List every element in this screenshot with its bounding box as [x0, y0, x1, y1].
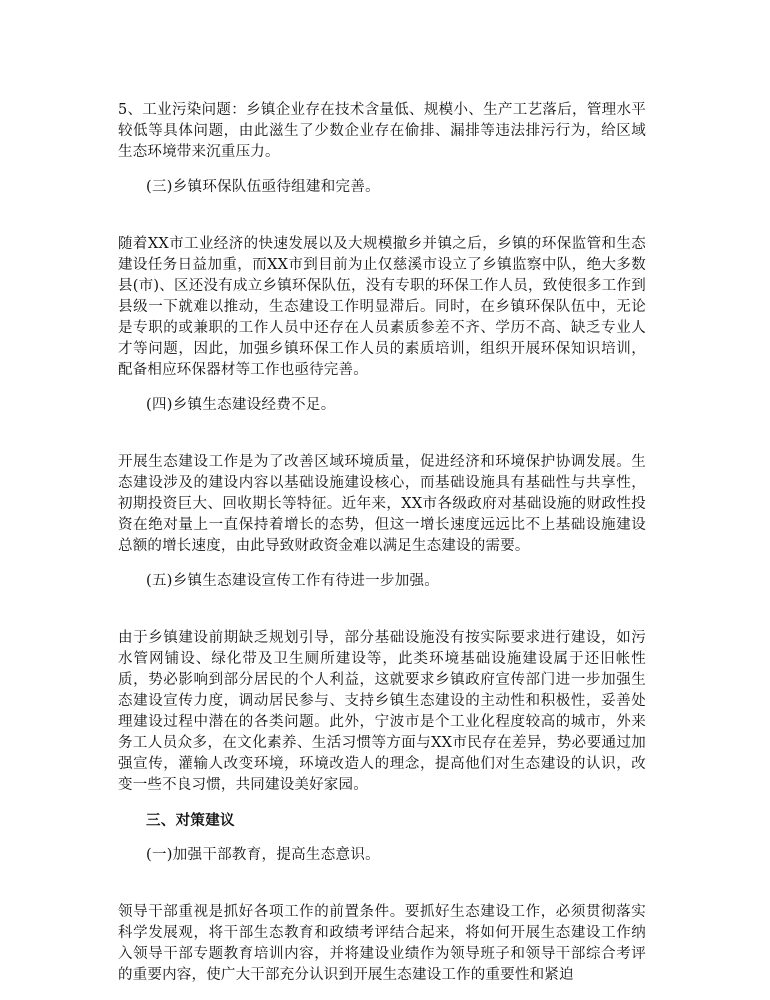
paragraph-environmental-team: 随着XX市工业经济的快速发展以及大规模撤乡并镇之后，乡镇的环保监管和生态建设任务日益加重，而XX市到目前为止仅慈溪市设立了乡镇监察中队，绝大多数县(市)、区还没有成立乡镇环保队伍，没有专职的环保工作人员，致使很多工作到县级一下就难以推动，生态建设工作明显滞后。同时，在乡镇环保队伍中，无论是专职的或兼职的工作人员中还存在人员素质参差不齐、学历不高、缺乏专业人才等问题，因此，加强乡镇环保工作人员的素质培训，组织开展环保知识培训，配备相应环保器材等工作也亟待完善。: [118, 236, 646, 378]
subheading-environmental-team: (三)乡镇环保队伍亟待组建和完善。: [146, 179, 380, 195]
document-body: [118, 100, 646, 986]
paragraph-industrial-pollution: 5、工业污染问题：乡镇企业存在技术含量低、规模小、生产工艺落后，管理水平较低等具体问题，由此滋生了少数企业存在偷排、漏排等违法排污行为，给区域生态环境带来沉重压力。: [118, 102, 646, 160]
subheading-funding: (四)乡镇生态建设经费不足。: [146, 397, 336, 413]
paragraph-publicity: 由于乡镇建设前期缺乏规划引导，部分基础设施没有按实际要求进行建设，如污水管网铺设、绿化带及卫生厕所建设等，此类环境基础设施建设属于还旧帐性质，势必影响到部分居民的个人利益，这就要求乡镇政府宣传部门进一步加强生态建设宣传力度，调动居民参与、支持乡镇生态建设的主动性和积极性，妥善处理建设过程中潜在的各类问题。此外，宁波市是个工业化程度较高的城市，外来务工人员众多，在文化素养、生活习惯等方面与XX市民存在差异，势必要通过加强宣传，灌输人改变环境，环境改造人的理念，提高他们对生态建设的认识，改变一些不良习惯，共同建设美好家园。: [118, 630, 646, 793]
subheading-publicity: (五)乡镇生态建设宣传工作有待进一步加强。: [146, 573, 440, 589]
paragraph-funding: 开展生态建设工作是为了改善区域环境质量，促进经济和环境保护协调发展。生态建设涉及的建设内容以基础设施建设核心，而基础设施具有基础性与共享性，初期投资巨大、回收期长等特征。近年来，XX市各级政府对基础设施的财政性投资在绝对量上一直保持着增长的态势，但这一增长速度远远比不上基础设施建设总额的增长速度，由此导致财政资金难以满足生态建设的需要。: [118, 454, 646, 554]
section-heading-countermeasures: 三、对策建议: [146, 812, 235, 829]
subheading-cadre-education: (一)加强干部教育，提高生态意识。: [146, 847, 380, 863]
paragraph-cadre-education: 领导干部重视是抓好各项工作的前置条件。要抓好生态建设工作，必须贯彻落实科学发展观，将干部生态教育和政绩考评结合起来，将如何开展生态建设工作纳入领导干部专题教育培训内容，并将建设业绩作为领导班子和领导干部综合考评的重要内容，使广大干部充分认识到开展生态建设工作的重要性和紧迫: [118, 904, 646, 983]
